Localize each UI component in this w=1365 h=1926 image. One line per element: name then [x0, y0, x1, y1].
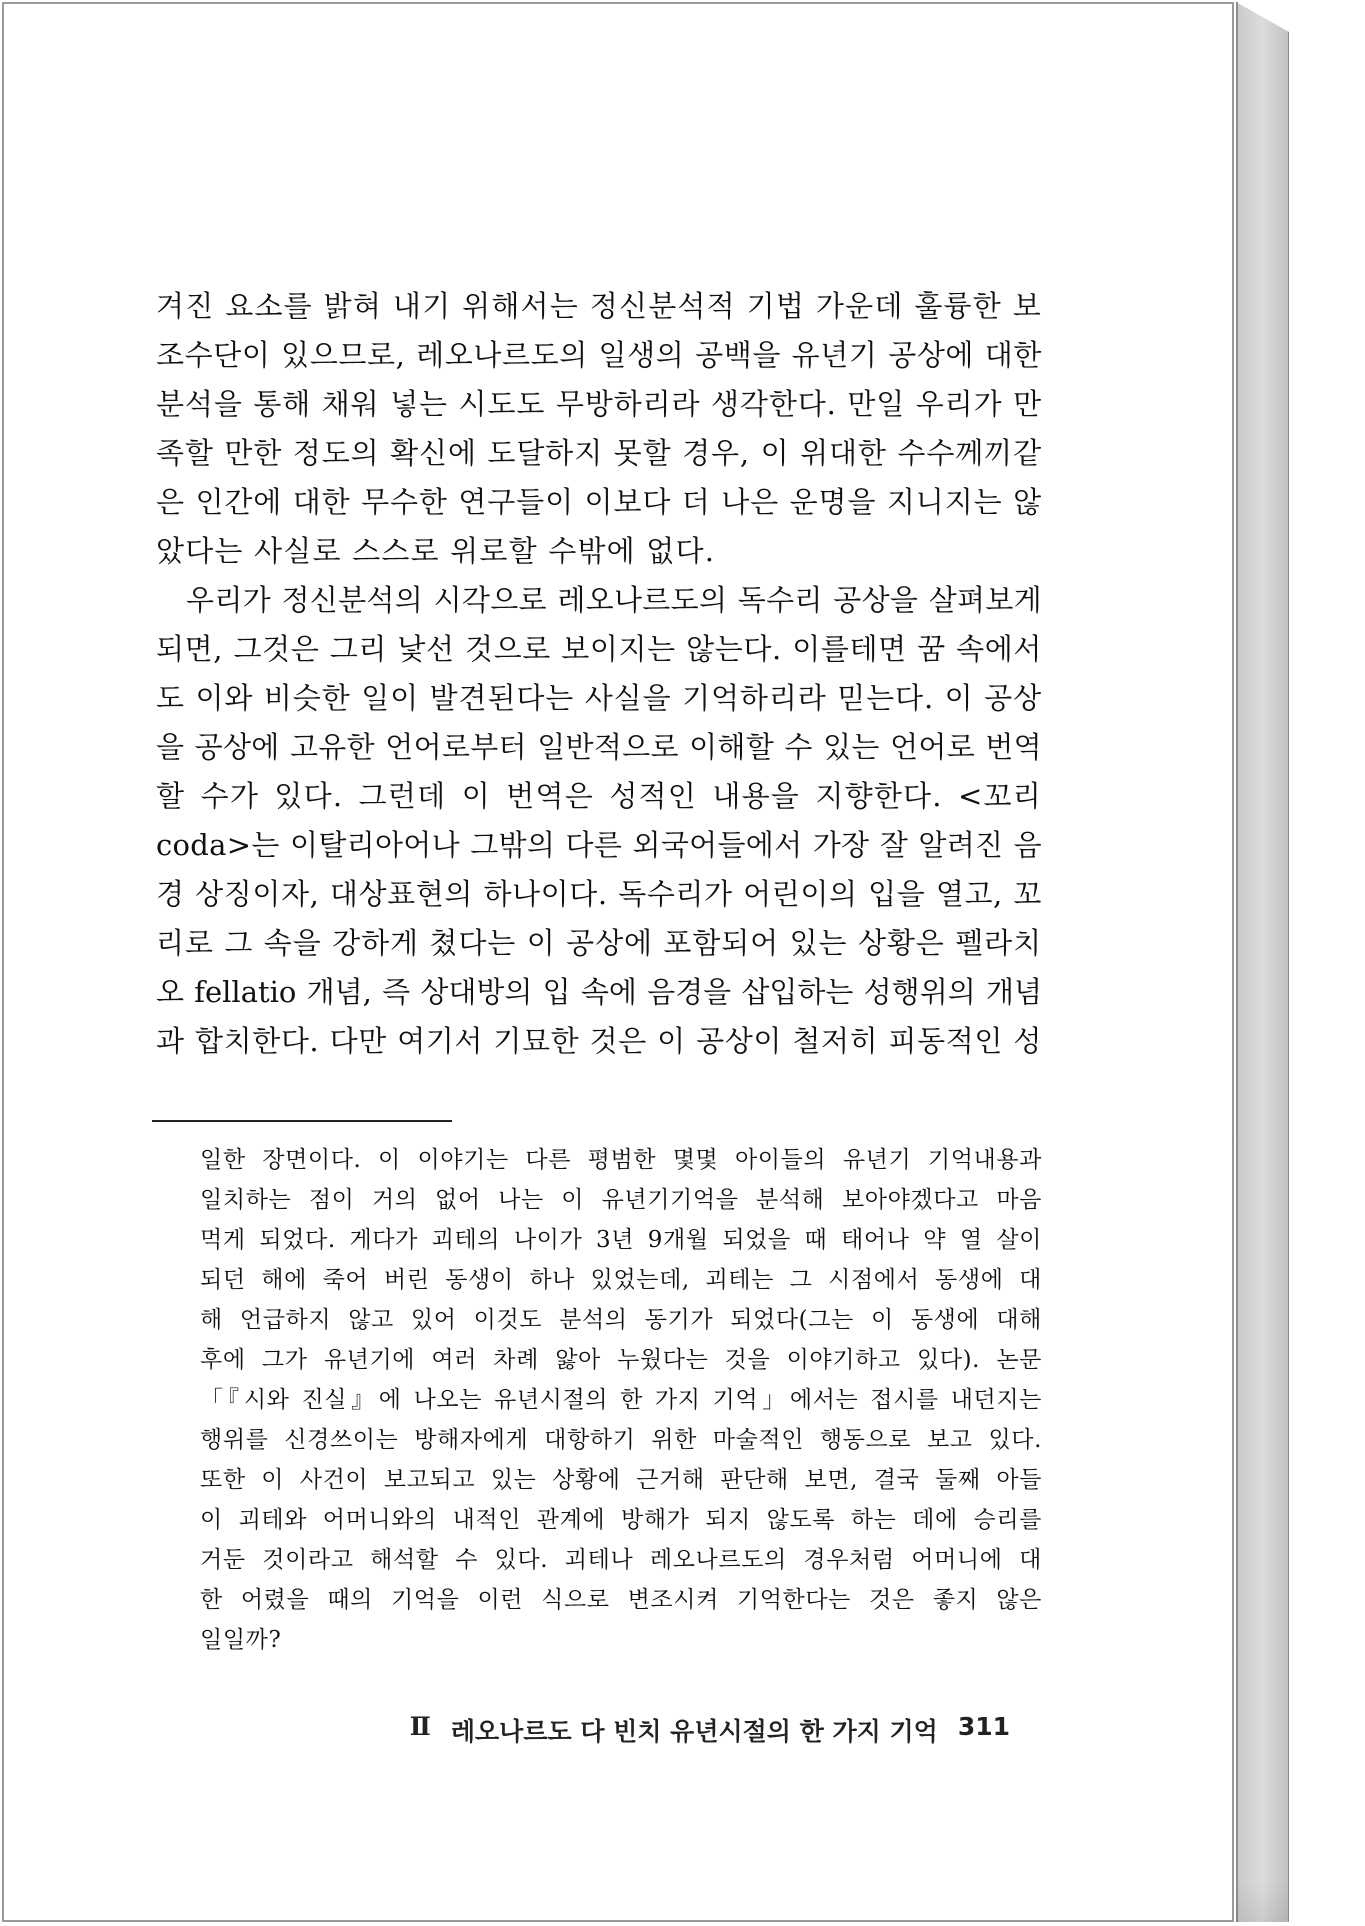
body-line: 할 수가 있다. 그런데 이 번역은 성적인 내용을 지향한다. <꼬리	[156, 779, 1042, 813]
footnote	[200, 1140, 1042, 1660]
body-line: 분석을 통해 채워 넣는 시도도 무방하리라 생각한다. 만일 우리가 만	[156, 387, 1042, 421]
footnote-line: 일일까?	[200, 1627, 282, 1653]
footnote-line: 또한 이 사건이 보고되고 있는 상황에 근거해 판단해 보면, 결국 둘째 아들	[200, 1467, 1042, 1493]
body-text	[156, 282, 1042, 1066]
body-line: coda>는 이탈리아어나 그밖의 다른 외국어들에서 가장 잘 알려진 음	[156, 828, 1042, 862]
chapter-title: 레오나르도 다 빈치 유년시절의 한 가지 기억	[450, 1717, 938, 1746]
page-edge-line	[1236, 2, 1238, 1922]
body-line: 은 인간에 대한 무수한 연구들이 이보다 더 나은 운명을 지니지는 않	[156, 485, 1042, 519]
footnote-line: 일치하는 점이 거의 없어 나는 이 유년기기억을 분석해 보아야겠다고 마음	[200, 1187, 1042, 1213]
section-number: Ⅱ	[409, 1712, 431, 1741]
body-line: 겨진 요소를 밝혀 내기 위해서는 정신분석적 기법 가운데 훌륭한 보	[156, 289, 1042, 323]
footnote-line: 해 언급하지 않고 있어 이것도 분석의 동기가 되었다(그는 이 동생에 대해	[200, 1307, 1042, 1333]
footnote-line: 일한 장면이다. 이 이야기는 다른 평범한 몇몇 아이들의 유년기 기억내용과	[200, 1147, 1042, 1173]
body-line: 경 상징이자, 대상표현의 하나이다. 독수리가 어린이의 입을 열고, 꼬	[156, 877, 1042, 911]
body-line: 을 공상에 고유한 언어로부터 일반적으로 이해할 수 있는 언어로 번역	[156, 730, 1042, 764]
body-line: 오 fellatio 개념, 즉 상대방의 입 속에 음경을 삽입하는 성행위의 개념	[156, 975, 1042, 1009]
footnote-line: 한 어렸을 때의 기억을 이런 식으로 변조시켜 기억한다는 것은 좋지 않은	[200, 1587, 1042, 1613]
body-line: 우리가 정신분석의 시각으로 레오나르도의 독수리 공상을 살펴보게	[186, 583, 1042, 617]
body-line: 도 이와 비슷한 일이 발견된다는 사실을 기억하리라 믿는다. 이 공상	[156, 681, 1042, 715]
footnote-line: 이 괴테와 어머니와의 내적인 관계에 방해가 되지 않도록 하는 데에 승리를	[200, 1507, 1042, 1533]
body-line: 과 합치한다. 다만 여기서 기묘한 것은 이 공상이 철저히 피동적인 성	[156, 1024, 1042, 1058]
footnote-separator	[152, 1120, 452, 1122]
footnote-line: 행위를 신경쓰이는 방해자에게 대항하기 위한 마술적인 행동으로 보고 있다.	[200, 1427, 1042, 1453]
footnote-line: 거둔 것이라고 해석할 수 있다. 괴테나 레오나르도의 경우처럼 어머니에 대	[200, 1547, 1042, 1573]
running-footer	[409, 1712, 1010, 1748]
body-line: 리로 그 속을 강하게 쳤다는 이 공상에 포함되어 있는 상황은 펠라치	[156, 926, 1042, 960]
footnote-line: 되던 해에 죽어 버린 동생이 하나 있었는데, 괴테는 그 시점에서 동생에 대	[200, 1267, 1042, 1293]
body-line: 조수단이 있으므로, 레오나르도의 일생의 공백을 유년기 공상에 대한	[156, 338, 1042, 372]
page-number: 311	[957, 1712, 1010, 1741]
body-line: 족할 만한 정도의 확신에 도달하지 못할 경우, 이 위대한 수수께끼같	[156, 436, 1042, 470]
footnote-line: 후에 그가 유년기에 여러 차례 앓아 누웠다는 것을 이야기하고 있다). 논문	[200, 1347, 1042, 1373]
footnote-line: 「『시와 진실』에 나오는 유년시절의 한 가지 기억」에서는 접시를 내던지는	[200, 1387, 1042, 1413]
page-shadow	[1236, 1880, 1288, 1922]
book-spine-edge	[1236, 2, 1289, 1922]
footnote-line: 먹게 되었다. 게다가 괴테의 나이가 3년 9개월 되었을 때 태어나 약 열 살이	[200, 1227, 1042, 1253]
body-line: 되면, 그것은 그리 낯선 것으로 보이지는 않는다. 이를테면 꿈 속에서	[156, 632, 1042, 666]
body-line: 았다는 사실로 스스로 위로할 수밖에 없다.	[156, 534, 716, 568]
